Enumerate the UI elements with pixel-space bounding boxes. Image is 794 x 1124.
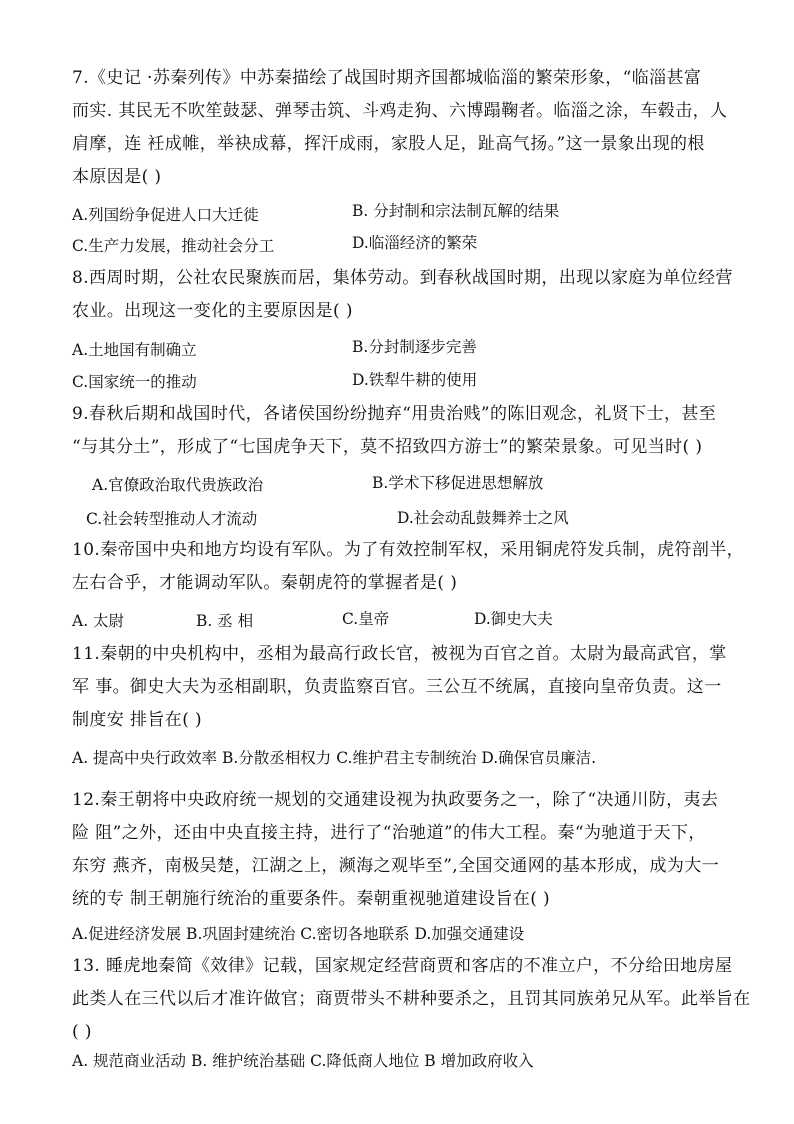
question-10-option-d: D.御史大夫 [474,610,553,628]
question-12-line-1: 12.秦王朝将中央政府统一规划的交通建设视为执政要务之一，除了“决通川防，夷去 [72,790,719,810]
question-8-stem [72,262,733,328]
question-7-option-d: D.临淄经济的繁荣 [352,234,478,252]
question-13-line-2: 此类人在三代以后才准许做官；商贾带头不耕种要杀之，且罚其同族弟兄从军。此举旨在 [72,989,751,1009]
question-12-line-2: 险 阻”之外，还由中央直接主持，进行了“治驰道”的伟大工程。秦“为驰道于天下， [72,823,706,843]
question-10-stem [72,534,745,600]
question-8-option-c: C.国家统一的推动 [72,373,197,391]
question-7-line-3: 肩摩，连 衽成帷，举袂成幕，挥汗成雨，家股人足，趾高气扬。”这一景象出现的根 [72,134,705,154]
question-10-option-a: A. 太尉 [72,612,125,630]
question-9-option-d: D.社会动乱鼓舞养士之风 [397,509,569,527]
question-12-line-3: 东穷 燕齐，南极吴楚，江湖之上，濒海之观毕至”,全国交通网的基本形成，成为大一 [72,856,720,876]
question-13-stem [72,950,751,1049]
question-7-line-4: 本原因是( ) [72,167,162,187]
question-9-option-c: C.社会转型推动人才流动 [86,510,258,528]
question-9-line-1: 9.春秋后期和战国时代，各诸侯国纷纷抛弃“用贵治贱”的陈旧观念，礼贤下士，甚至 [72,404,717,424]
question-10-line-2: 左右合乎，才能调动军队。秦朝虎符的掌握者是( ) [72,573,458,593]
question-13-line-3: ( ) [72,1022,92,1042]
question-13-options: A. 规范商业活动 B. 维护统治基础 C.降低商人地位 B 增加政府收入 [72,1052,534,1070]
question-7-option-a: A.列国纷争促进人口大迁徙 [72,206,259,224]
question-12-line-4: 统的专 制王朝施行统治的重要条件。秦朝重视驰道建设旨在( ) [72,889,551,909]
question-8-option-a: A.土地国有制确立 [72,341,197,359]
question-8-line-2: 农业。出现这一变化的主要原因是( ) [72,301,353,321]
question-10-option-b: B. 丞 相 [196,612,254,630]
question-7-line-1: 7.《史记 ·苏秦列传》中苏秦描绘了战国时期齐国都城临淄的繁荣形象，“临淄甚富 [72,68,702,88]
question-13-line-1: 13. 睡虎地秦简《效律》记载，国家规定经营商贾和客店的不准立户，不分给田地房屋 [72,956,733,976]
question-9-stem [72,398,717,464]
question-9-option-b: B.学术下移促进思想解放 [372,474,544,492]
question-9-option-a: A.官僚政治取代贵族政治 [92,476,264,494]
question-12-stem [72,784,720,916]
question-7-option-b: B. 分封制和宗法制瓦解的结果 [352,202,560,220]
question-11-line-1: 11.秦朝的中央机构中，丞相为最高行政长官，被视为百官之首。太尉为最高武官，掌 [72,644,727,664]
question-11-stem [72,638,727,737]
question-9-line-2: “与其分土”，形成了“七国虎争天下，莫不招致四方游士”的繁荣景象。可见当时( ) [72,437,703,457]
question-10-option-c: C.皇帝 [342,610,390,628]
question-12-options: A.促进经济发展 B.巩固封建统治 C.密切各地联系 D.加强交通建设 [72,925,525,943]
question-11-options: A. 提高中央行政效率 B.分散丞相权力 C.维护君主专制统治 D.确保官员廉洁. [72,749,597,767]
question-11-line-2: 军 事。御史大夫为丞相副职，负责监察百官。三公互不统属，直接向皇帝负责。这一 [72,677,722,697]
question-8-line-1: 8.西周时期，公社农民聚族而居，集体劳动。到春秋战国时期，出现以家庭为单位经营 [72,268,733,288]
question-7-stem [72,62,728,194]
question-8-option-b: B.分封制逐步完善 [352,338,477,356]
question-11-line-3: 制度安 排旨在( ) [72,710,203,730]
question-7-option-c: C.生产力发展，推动社会分工 [72,237,275,255]
question-10-line-1: 10.秦帝国中央和地方均设有军队。为了有效控制军权，采用铜虎符发兵制，虎符剖半， [72,540,745,560]
question-7-line-2: 而实. 其民无不吹笙鼓瑟、弹琴击筑、斗鸡走狗、六博蹋鞠者。临淄之涂，车毂击，人 [72,101,728,121]
question-8-option-d: D.铁犁牛耕的使用 [352,371,478,389]
